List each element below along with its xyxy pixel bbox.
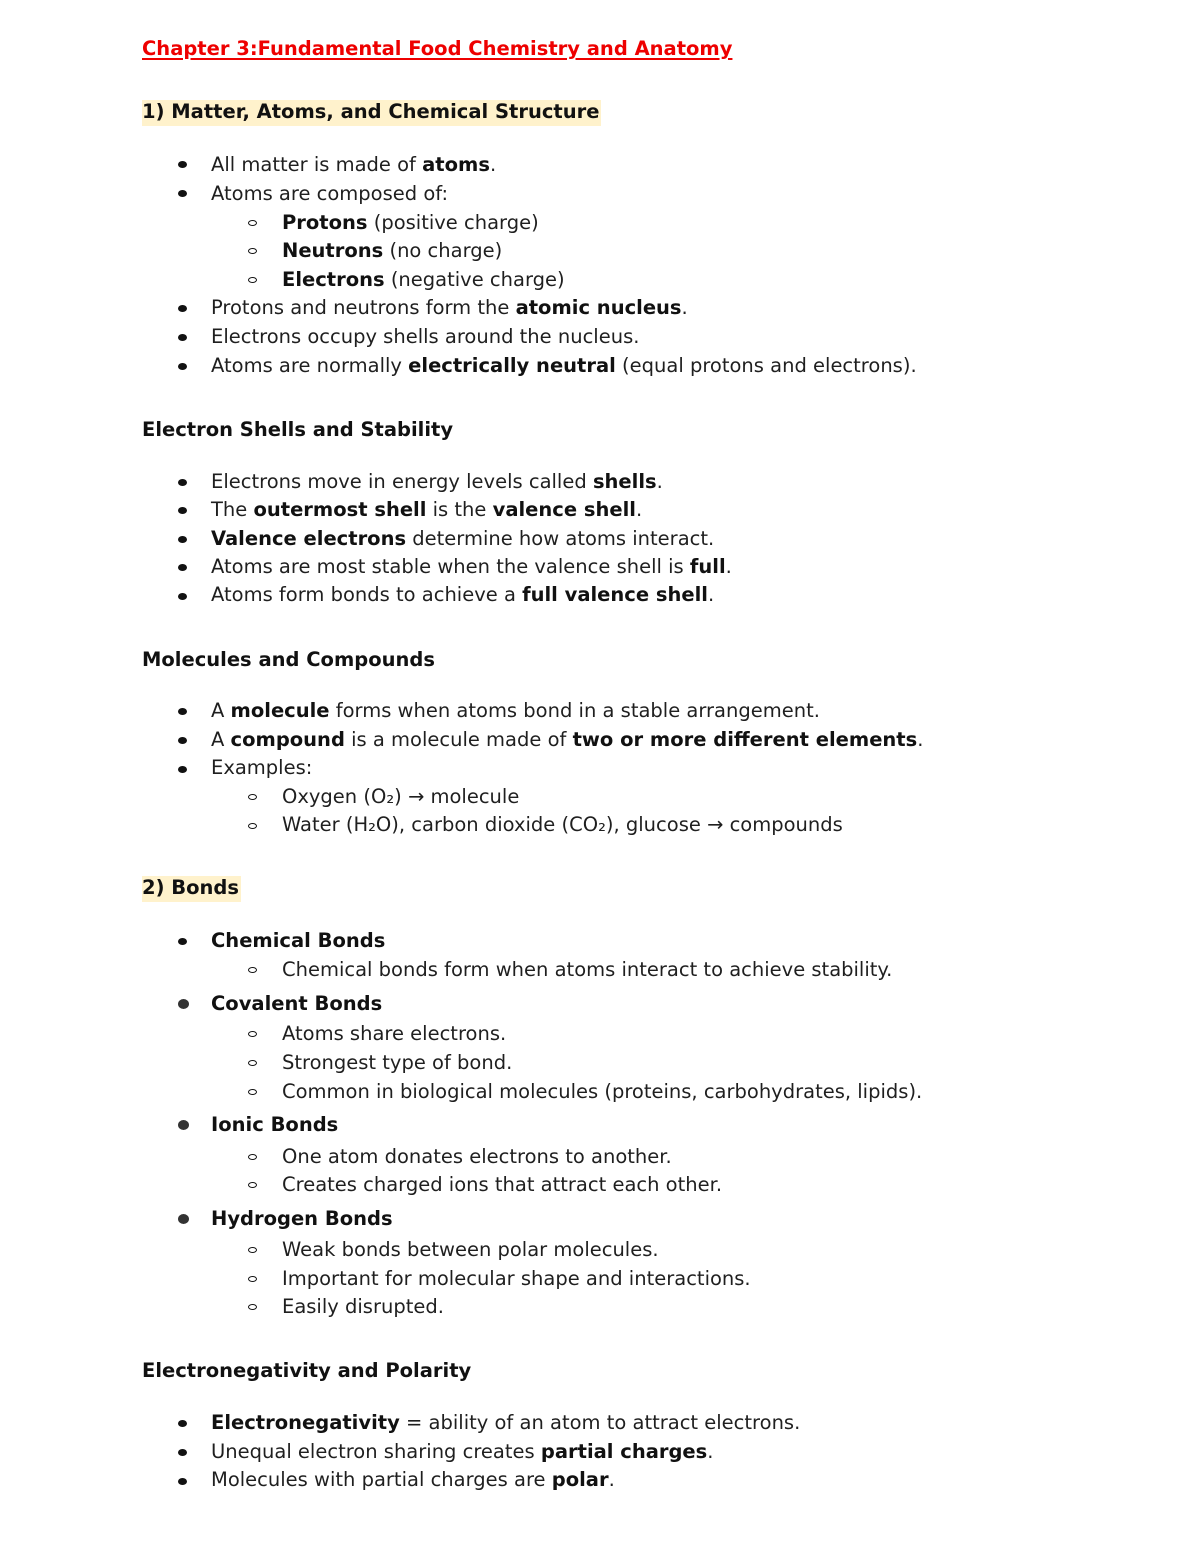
sub-list-item: Weak bonds between polar molecules. [282,1238,659,1261]
sub-list-item: Neutrons (no charge) [282,239,503,262]
bullet-icon [178,708,187,715]
sub-bullet-icon [248,1154,257,1160]
sub-bullet-icon [248,1031,257,1037]
list-item: Examples: [211,756,313,779]
list-item: Atoms are normally electrically neutral (equal protons and electrons). [211,354,917,377]
sub-list-item: One atom donates electrons to another. [282,1145,672,1168]
sub-list-item: Common in biological molecules (proteins, carbohydrates, lipids). [282,1080,923,1103]
section-heading-polarity: Electronegativity and Polarity [142,1359,472,1382]
list-item: Molecules with partial charges are polar. [211,1468,615,1491]
bullet-icon [178,507,187,514]
sub-bullet-icon [248,248,257,254]
sub-bullet-icon [248,967,257,973]
list-item: Valence electrons determine how atoms interact. [211,527,715,550]
bullet-icon [178,593,187,600]
sub-bullet-icon [248,794,257,800]
bullet-icon [178,737,187,744]
sub-bullet-icon [248,1304,257,1310]
sub-bullet-icon [248,1247,257,1253]
bullet-icon [178,1478,187,1485]
sub-bullet-icon [248,220,257,226]
section-heading-shells: Electron Shells and Stability [142,418,454,441]
list-item: Covalent Bonds [211,992,383,1015]
list-item: Atoms are composed of: [211,182,449,205]
sub-bullet-icon [248,1276,257,1282]
bullet-icon [178,999,189,1009]
sub-bullet-icon [248,1060,257,1066]
sub-list-item: Important for molecular shape and interactions. [282,1267,751,1290]
sub-list-item: Protons (positive charge) [282,211,539,234]
list-item: Unequal electron sharing creates partial charges. [211,1440,714,1463]
list-item: Protons and neutrons form the atomic nucleus. [211,296,688,319]
sub-bullet-icon [248,277,257,283]
list-item: Chemical Bonds [211,929,386,952]
bullet-icon [178,564,187,571]
bullet-icon [178,1449,187,1456]
sub-bullet-icon [248,823,257,829]
list-item: Electrons move in energy levels called shells. [211,470,663,493]
bullet-icon [178,766,187,773]
list-item: Atoms form bonds to achieve a full valence shell. [211,583,715,606]
sub-list-item: Strongest type of bond. [282,1051,513,1074]
bullet-icon [178,479,187,486]
list-item: All matter is made of atoms. [211,153,497,176]
sub-list-item: Electrons (negative charge) [282,268,565,291]
bullet-icon [178,938,187,945]
bullet-icon [178,161,187,168]
document-title: Chapter 3:Fundamental Food Chemistry and Anatomy [142,37,733,60]
list-item: A compound is a molecule made of two or more different elements. [211,728,924,751]
list-item: Atoms are most stable when the valence shell is full. [211,555,732,578]
sub-list-item: Easily disrupted. [282,1295,444,1318]
bullet-icon [178,536,187,543]
list-item: A molecule forms when atoms bond in a stable arrangement. [211,699,820,722]
bullet-icon [178,190,187,197]
section-heading-matter: 1) Matter, Atoms, and Chemical Structure [142,100,601,126]
sub-list-item: Oxygen (O₂) → molecule [282,785,520,808]
bullet-icon [178,334,187,341]
list-item: Hydrogen Bonds [211,1207,393,1230]
sub-list-item: Creates charged ions that attract each other. [282,1173,723,1196]
list-item: Electronegativity = ability of an atom to attract electrons. [211,1411,801,1434]
sub-list-item: Chemical bonds form when atoms interact to achieve stability. [282,958,893,981]
bullet-icon [178,1120,189,1130]
sub-list-item: Water (H₂O), carbon dioxide (CO₂), glucose → compounds [282,813,843,836]
sub-bullet-icon [248,1089,257,1095]
bullet-icon [178,1420,187,1427]
sub-list-item: Atoms share electrons. [282,1022,507,1045]
bullet-icon [178,305,187,312]
section-heading-molecules: Molecules and Compounds [142,648,435,671]
list-item: Electrons occupy shells around the nucleus. [211,325,640,348]
bullet-icon [178,363,187,370]
section-heading-bonds: 2) Bonds [142,876,241,902]
bullet-icon [178,1214,189,1224]
list-item: Ionic Bonds [211,1113,339,1136]
list-item: The outermost shell is the valence shell. [211,498,643,521]
sub-bullet-icon [248,1182,257,1188]
